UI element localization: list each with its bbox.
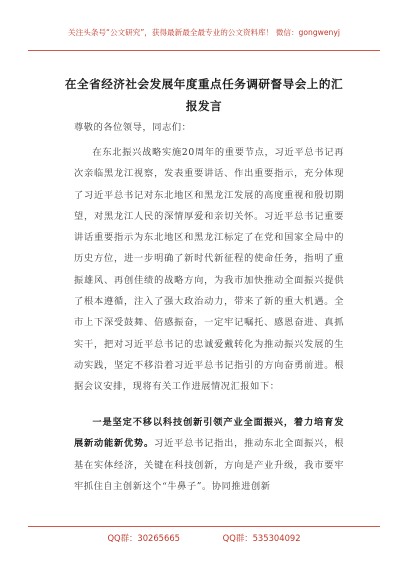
header-divider bbox=[28, 50, 380, 51]
footer-divider bbox=[28, 526, 380, 527]
document-title: 在全省经济社会发展年度重点任务调研督导会上的汇报发言 bbox=[64, 77, 344, 113]
salutation: 尊敬的各位领导，同志们： bbox=[74, 122, 192, 133]
footer-qq-group-2: QQ群：535304092 bbox=[222, 533, 301, 543]
footer bbox=[0, 532, 408, 544]
paragraph-1: 在东北振兴战略实施20周年的重要节点，习近平总书记再次亲临黑龙江视察，发表重要讲话、作出重要指示，充分体现了习近平总书记对东北地区和黑龙江发展的高度重视和殷切期望，对黑龙江人民的深情厚爱和亲切关怀。习近平总书记重要讲话重要指示为东北地区和黑龙江标定了在党和国家全局中的历史方位，进一步明确了新时代新征程的使命任务，指明了重振雄风、再创佳绩的战略方向，为我市加快推动全面振兴提供了根本遵循，注入了强大政治动力，带来了新的重大机遇。全市上下深受鼓舞、倍感振奋，一定牢记嘱托、感恩奋进、真抓实干，把对习近平总书记的忠诚爱戴转化为推动振兴发展的生动实践，坚定不移沿着习近平总书记指引的方向奋勇前进。根据会议安排，现将有关工作进展情况汇报如下： bbox=[74, 147, 344, 393]
paragraph-2-text: 习近平总书记指出，推动东北全面振兴，根基在实体经济，关键在科技创新，方向是产业升级，我市要牢牢抓住自主创新这个“牛鼻子”。协同推进创新 bbox=[74, 438, 344, 492]
header-banner: 关注头条号“公文研究”，获得最新最全最专业的公文资料库！ 微信：gongwenyj bbox=[68, 28, 340, 37]
paragraph-2-heading: 一是坚定不移以科技创新引领产业全面振兴，着力培育发展新动能新优势。 bbox=[74, 417, 344, 450]
footer-qq-group-1: QQ群：30265665 bbox=[107, 533, 180, 543]
paragraph-2 bbox=[74, 412, 344, 497]
